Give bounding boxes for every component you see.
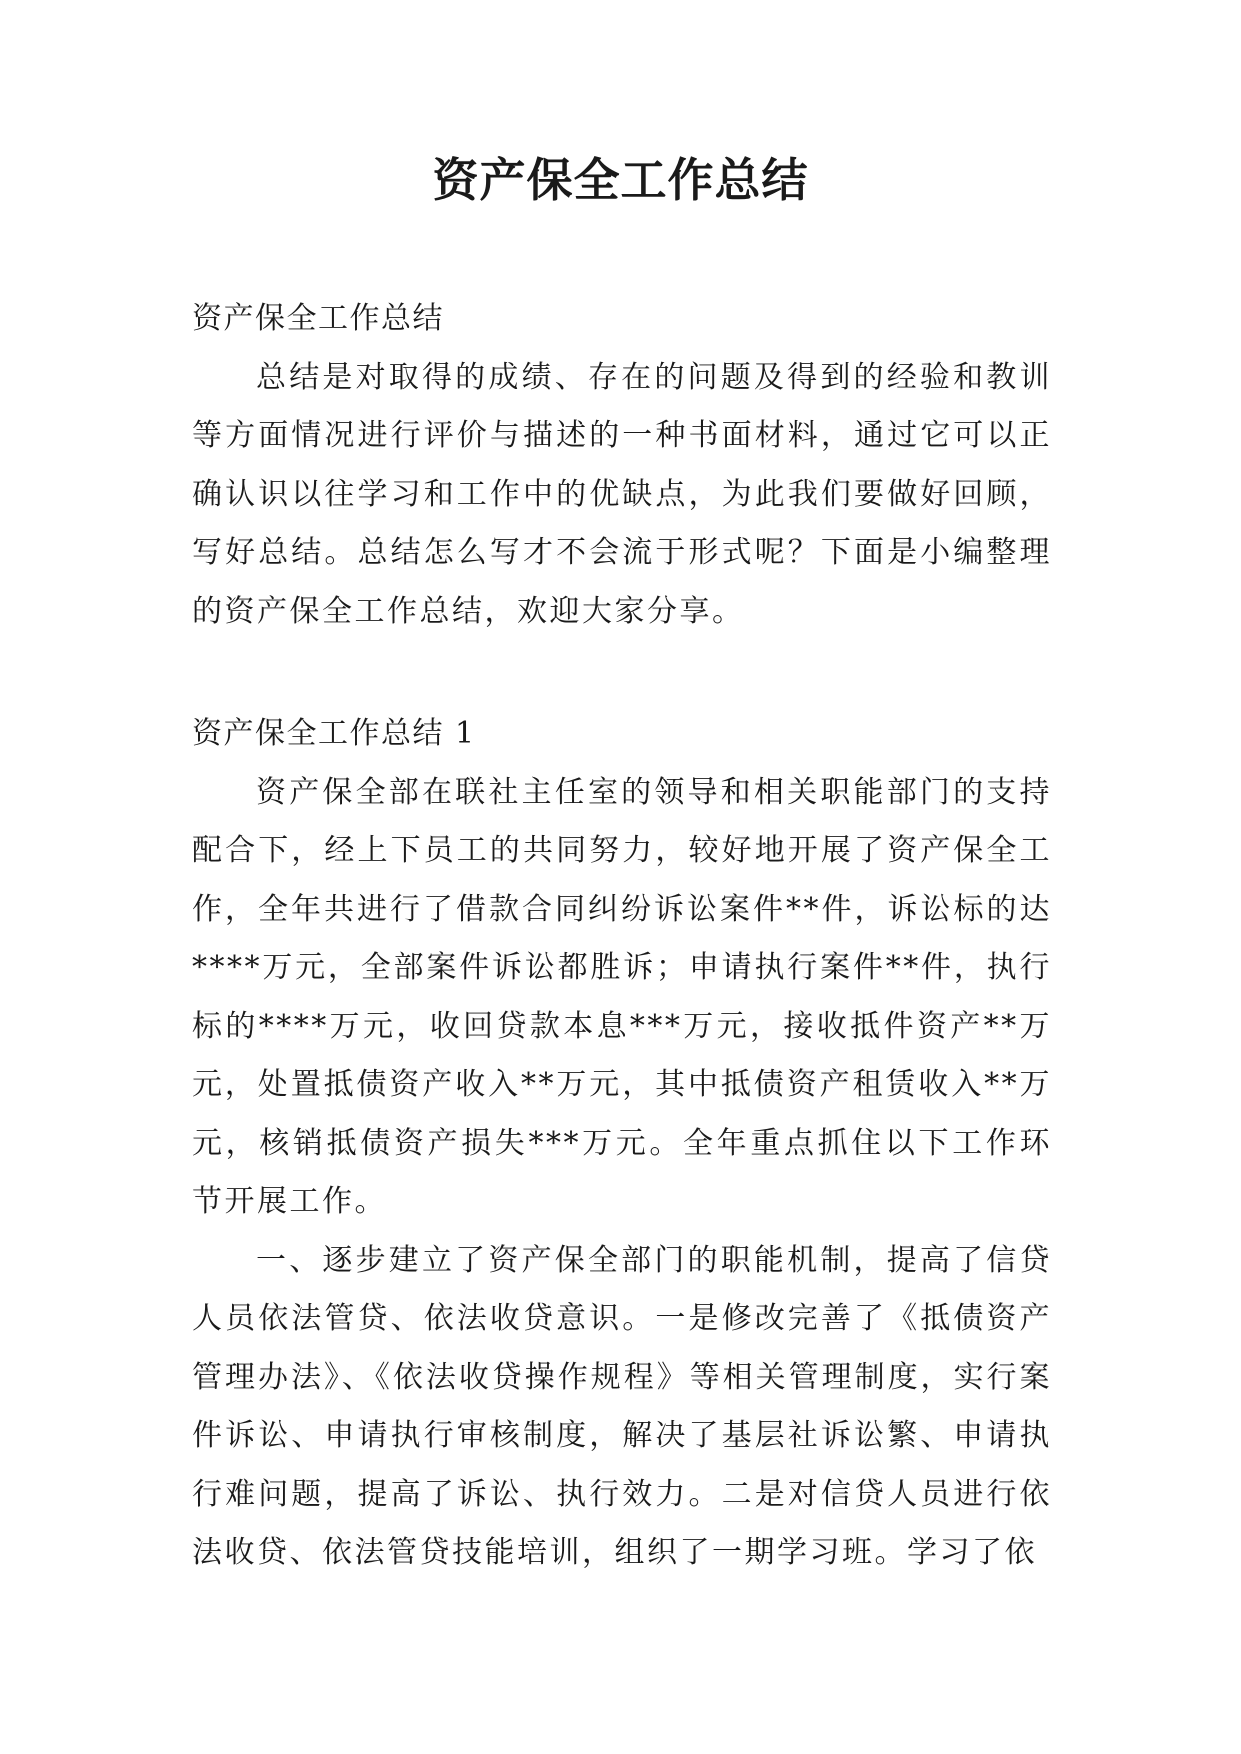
section-paragraph-1: 资产保全部在联社主任室的领导和相关职能部门的支持配合下，经上下员工的共同努力，较好地开展了资产保全工作，全年共进行了借款合同纠纷诉讼案件**件，诉讼标的达****万元，全部案件诉讼都胜诉；申请执行案件**件，执行标的****万元，收回贷款本息***万元，接收抵件资产**万元，处置抵债资产收入**万元，其中抵债资产租赁收入**万元，核销抵债资产损失***万元。全年重点抓住以下工作环节开展工作。 — [192, 774, 1052, 1219]
document-subtitle: 资产保全工作总结 — [192, 301, 444, 336]
document-title: 资产保全工作总结 — [432, 153, 809, 207]
section-paragraph-2: 一、逐步建立了资产保全部门的职能机制，提高了信贷人员依法管贷、依法收贷意识。一是修改完善了《抵债资产管理办法》、《依法收贷操作规程》等相关管理制度，实行案件诉讼、申请执行审核制度，解决了基层社诉讼繁、申请执行难问题，提高了诉讼、执行效力。二是对信贷人员进行依法收贷、依法管贷技能培训，组织了一期学习班。学习了依 — [192, 1242, 1052, 1570]
intro-paragraph: 总结是对取得的成绩、存在的问题及得到的经验和教训等方面情况进行评价与描述的一种书面材料，通过它可以正确认识以往学习和工作中的优缺点，为此我们要做好回顾，写好总结。总结怎么写才不会流于形式呢？下面是小编整理的资产保全工作总结，欢迎大家分享。 — [192, 359, 1052, 629]
section-heading: 资产保全工作总结 1 — [192, 716, 476, 751]
document-body — [192, 290, 1052, 1583]
